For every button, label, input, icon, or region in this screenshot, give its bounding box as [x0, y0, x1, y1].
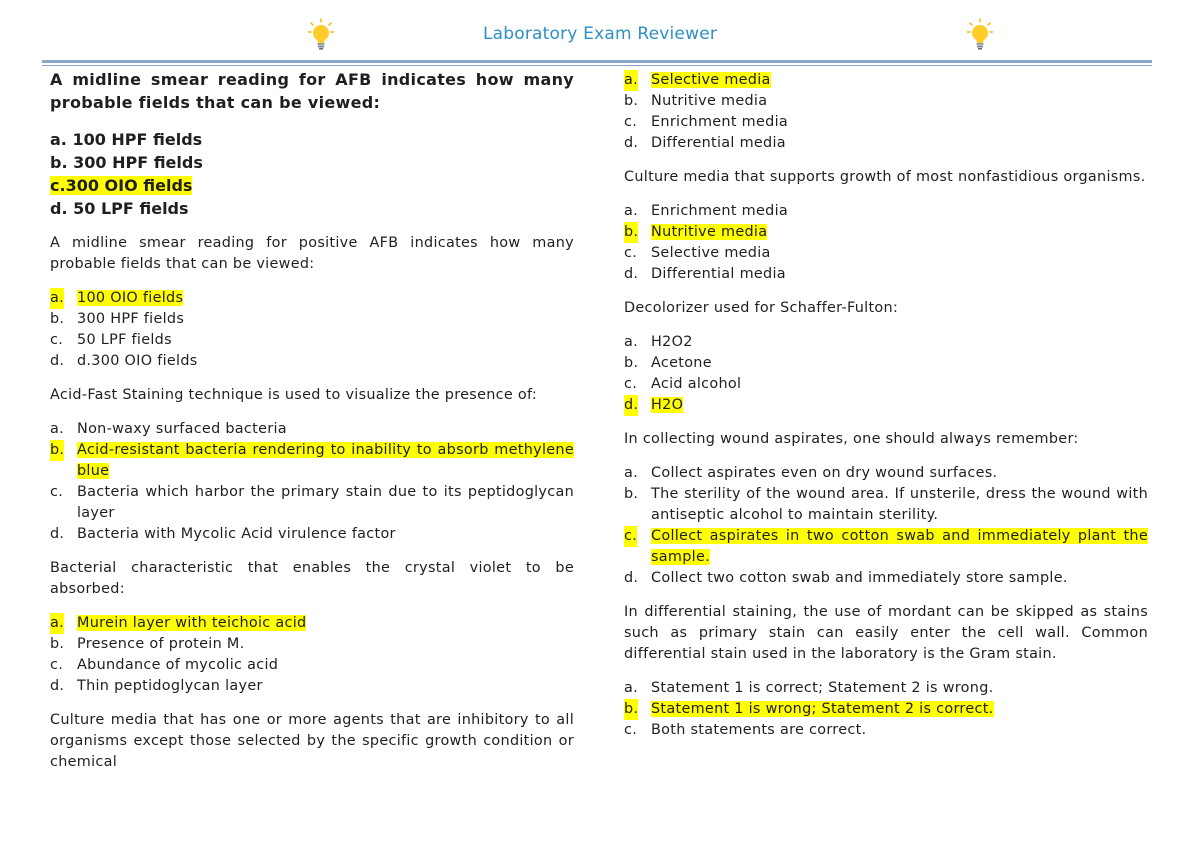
question-text: In differential staining, the use of mordant can be skipped as stains such as primary stain can easily enter the cell wall. Common differential stain used in the laboratory is the Gram stain. [624, 604, 1148, 662]
answer-option: c. Enrichment media [624, 114, 788, 130]
answer-option-highlighted: b. Nutritive media [624, 222, 1148, 243]
answer-option-highlighted: c.300 OIO fields [50, 176, 193, 195]
answer-option-highlighted: d. H2O [624, 395, 1148, 416]
question-text: Decolorizer used for Schaffer-Fulton: [624, 300, 899, 316]
left-column [50, 68, 574, 786]
answer-options [50, 288, 574, 372]
answer-option: a. Collect aspirates even on dry wound surfaces. [624, 465, 998, 481]
answer-option-highlighted: b. Statement 1 is wrong; Statement 2 is correct. [624, 699, 1148, 720]
question-text: Culture media that supports growth of most nonfastidious organisms. [624, 169, 1146, 185]
answer-options [50, 613, 574, 697]
answer-option: d. Differential media [624, 135, 786, 151]
answer-option-highlighted: a. Selective media [624, 70, 1148, 91]
answer-option: c. 50 LPF fields [50, 332, 172, 348]
answer-option: c. Both statements are correct. [624, 722, 867, 738]
answer-option-highlighted: b. Acid-resistant bacteria rendering to inability to absorb methylene blue [50, 442, 574, 479]
answer-option: d. d.300 OIO fields [50, 353, 198, 369]
answer-option: b. The sterility of the wound area. If unsterile, dress the wound with antiseptic alcohol to maintain sterility. [624, 486, 1148, 523]
question-text: Bacterial characteristic that enables the crystal violet to be absorbed: [50, 560, 574, 597]
page-header [0, 0, 1200, 68]
answer-options [50, 419, 574, 545]
answer-options [624, 70, 1148, 154]
question-text: Culture media that has one or more agents that are inhibitory to all organisms except those selected by the specific growth condition or chemical [50, 712, 574, 770]
answer-option: d. Bacteria with Mycolic Acid virulence factor [50, 526, 396, 542]
answer-options [624, 332, 1148, 416]
answer-option: d. Differential media [624, 266, 786, 282]
answer-option: d. Thin peptidoglycan layer [50, 678, 263, 694]
question-text: A midline smear reading for AFB indicates how many probable fields that can be viewed: [50, 70, 574, 112]
answer-option-highlighted: c. Collect aspirates in two cotton swab and immediately plant the sample. [624, 528, 1148, 565]
answer-option: b. 300 HPF fields [50, 311, 185, 327]
answer-option: b. 300 HPF fields [50, 153, 203, 172]
answer-option: d. 50 LPF fields [50, 199, 189, 218]
answer-option: b. Presence of protein M. [50, 636, 245, 652]
answer-option: d. Collect two cotton swab and immediately store sample. [624, 570, 1068, 586]
answer-option-highlighted: a. 100 OIO fields [50, 288, 574, 309]
question-text: In collecting wound aspirates, one should always remember: [624, 431, 1079, 447]
page-title: Laboratory Exam Reviewer [482, 24, 718, 44]
answer-options [50, 128, 574, 220]
answer-option: c. Abundance of mycolic acid [50, 657, 279, 673]
answer-option: a. Enrichment media [624, 203, 788, 219]
answer-option: a. Statement 1 is correct; Statement 2 is wrong. [624, 680, 994, 696]
header-rule [42, 60, 1152, 63]
right-column [624, 68, 1148, 754]
answer-option: a. 100 HPF fields [50, 130, 203, 149]
answer-option: b. Nutritive media [624, 93, 768, 109]
answer-option: c. Bacteria which harbor the primary stain due to its peptidoglycan layer [50, 484, 574, 521]
lightbulb-icon [967, 18, 993, 52]
question-text: A midline smear reading for positive AFB indicates how many probable fields that can be viewed: [50, 235, 574, 272]
answer-option: a. Non-waxy surfaced bacteria [50, 421, 287, 437]
answer-option: b. Acetone [624, 355, 712, 371]
answer-options [624, 463, 1148, 589]
answer-option-highlighted: a. Murein layer with teichoic acid [50, 613, 574, 634]
answer-option: c. Acid alcohol [624, 376, 742, 392]
answer-option: a. H2O2 [624, 334, 693, 350]
answer-option: c. Selective media [624, 245, 771, 261]
answer-options [624, 678, 1148, 741]
answer-options [624, 201, 1148, 285]
header-rule-thin [42, 65, 1152, 66]
question-text: Acid-Fast Staining technique is used to visualize the presence of: [50, 387, 537, 403]
